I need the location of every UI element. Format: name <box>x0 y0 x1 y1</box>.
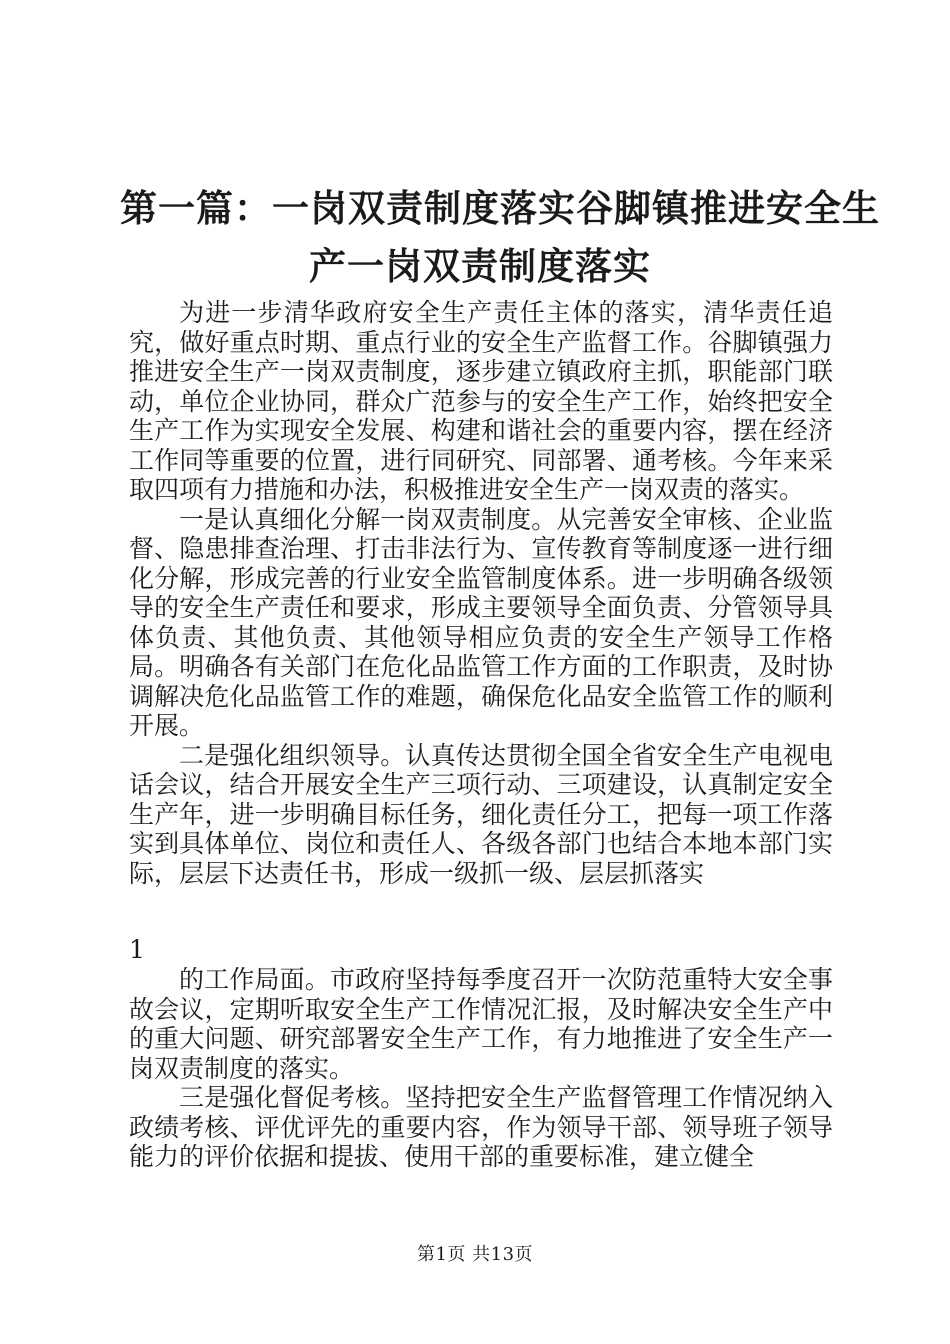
paragraph: 一是认真细化分解一岗双责制度。从完善安全审核、企业监督、隐患排查治理、打击非法行为、宣传教育等制度逐一进行细化分解，形成完善的行业安全监管制度体系。进一步明确各级领导的安全生产责任和要求，形成主要领导全面负责、分管领导具体负责、其他负责、其他领导相应负责的安全生产领导工作格局。明确各有关部门在危化品监管工作方面的工作职责，及时协调解决危化品监管工作的难题，确保危化品安全监管工作的顺利开展。 <box>129 504 833 740</box>
inline-page-number: 1 <box>129 935 145 964</box>
paragraph: 为进一步清华政府安全生产责任主体的落实，清华责任追究，做好重点时期、重点行业的安全生产监督工作。谷脚镇强力推进安全生产一岗双责制度，逐步建立镇政府主抓，职能部门联动，单位企业协同，群众广范参与的安全生产工作，始终把安全生产工作为实现安全发展、构建和谐社会的重要内容，摆在经济工作同等重要的位置，进行同研究、同部署、通考核。今年来采取四项有力措施和办法，积极推进安全生产一岗双责的落实。 <box>129 298 833 504</box>
paragraph: 的工作局面。市政府坚持每季度召开一次防范重特大安全事故会议，定期听取安全生产工作情况汇报，及时解决安全生产中的重大问题、研究部署安全生产工作，有力地推进了安全生产一岗双责制度的落实。 <box>129 965 833 1083</box>
document-title-line-2: 产一岗双责制度落实 <box>309 244 651 288</box>
page-footer: 第1页 共13页 <box>416 1244 534 1265</box>
paragraph: 三是强化督促考核。坚持把安全生产监督管理工作情况纳入政绩考核、评优评先的重要内容，作为领导干部、领导班子领导能力的评价依据和提拔、使用干部的重要标准，建立健全 <box>129 1083 833 1171</box>
body-text-part-1 <box>129 298 833 888</box>
paragraph: 二是强化组织领导。认真传达贯彻全国全省安全生产电视电话会议，结合开展安全生产三项行动、三项建设，认真制定安全生产年，进一步明确目标任务，细化责任分工，把每一项工作落实到具体单位、岗位和责任人、各级各部门也结合本地本部门实际，层层下达责任书，形成一级抓一级、层层抓落实 <box>129 740 833 888</box>
body-text-part-2 <box>129 965 833 1172</box>
document-title-line-1: 第一篇：一岗双责制度落实谷脚镇推进安全生 <box>120 186 880 230</box>
